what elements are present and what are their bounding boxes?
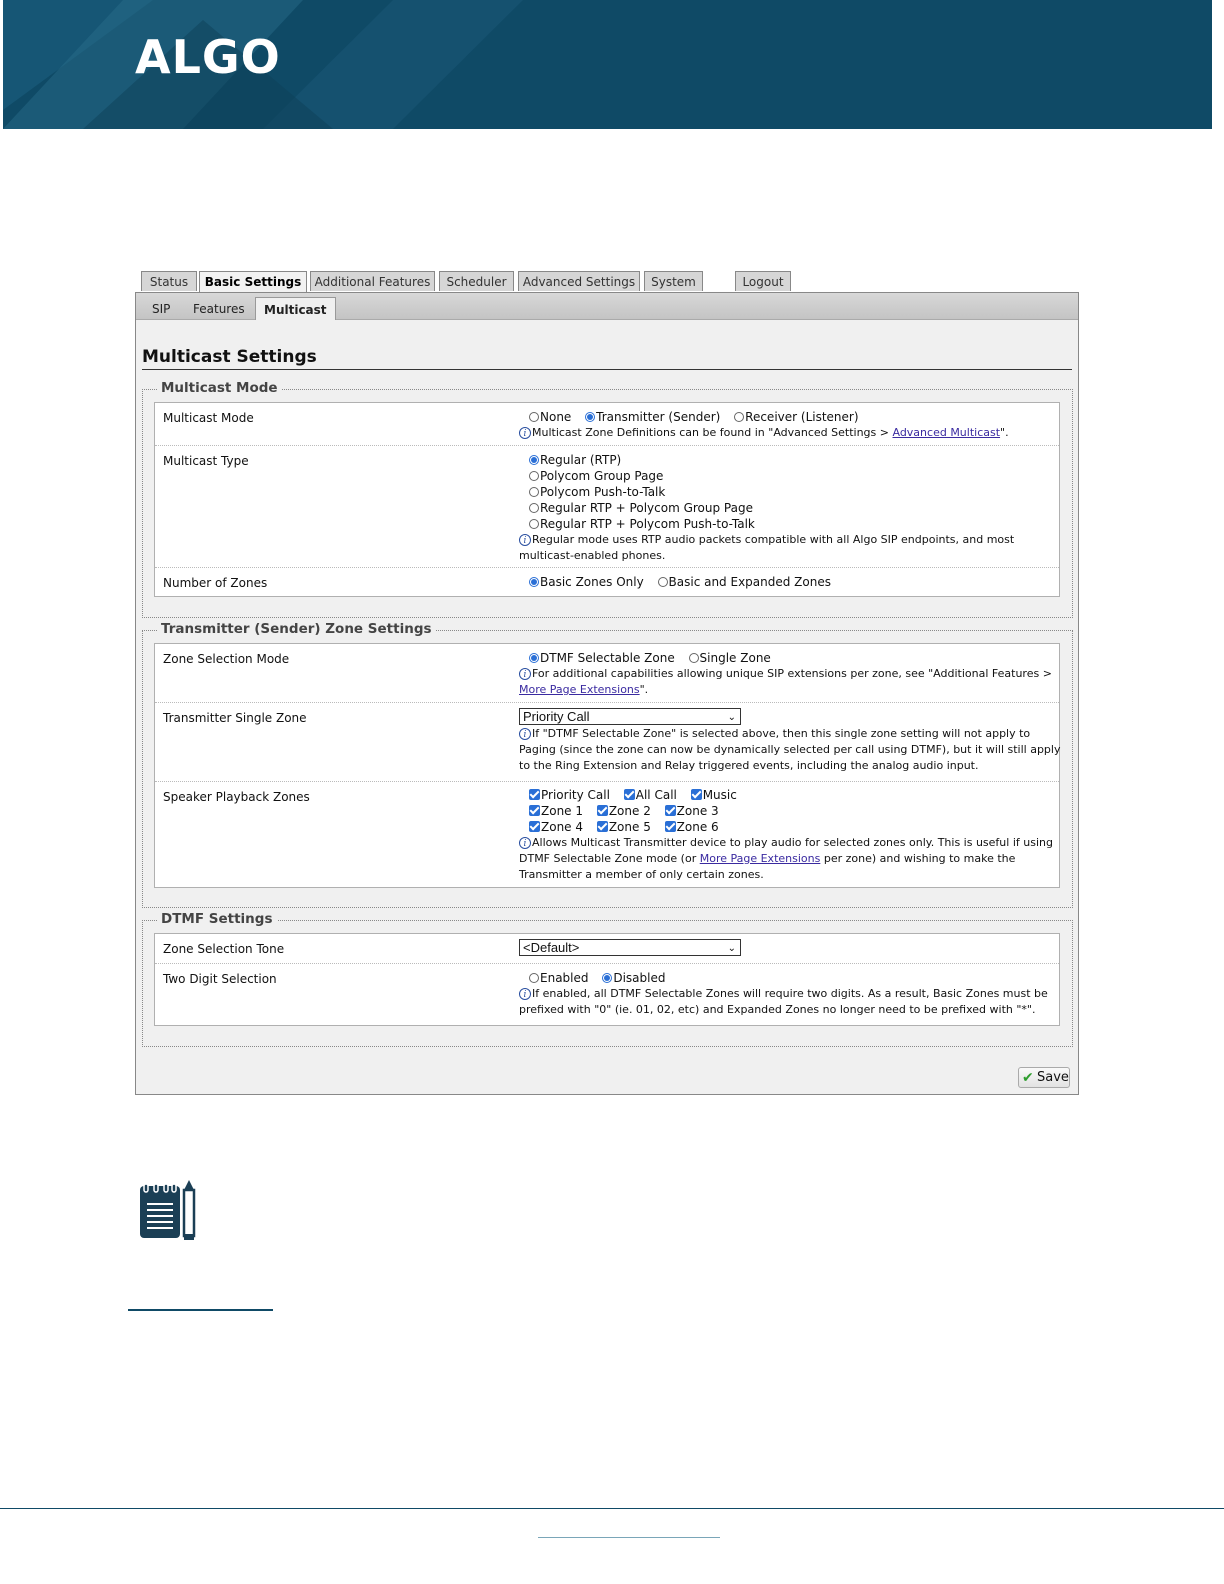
single-zone-select-value: Priority Call xyxy=(523,709,590,724)
multicast-type-label: Multicast Type xyxy=(163,454,249,468)
radio-two-digit-disabled-label: Disabled xyxy=(613,971,666,985)
multicast-type-value xyxy=(519,452,1049,564)
dtmf-table xyxy=(154,933,1060,1026)
dtmf-fieldset xyxy=(142,911,1073,1047)
checkbox-all-call-label: All Call xyxy=(635,788,677,802)
radio-mode-receiver-label: Receiver (Listener) xyxy=(745,410,859,424)
playback-note-line2-end: per zone) and wishing to make the xyxy=(820,852,1016,865)
two-digit-row xyxy=(155,964,1059,1025)
checkmark-icon: ✔ xyxy=(1022,1070,1034,1086)
zone-mode-note-line1: For additional capabilities allowing unique SIP extensions per zone, see "Additional Features > xyxy=(532,667,1052,680)
zone-selection-tone-label: Zone Selection Tone xyxy=(163,942,285,956)
zone-selection-mode-row xyxy=(155,644,1059,703)
tab-basic-settings[interactable]: Basic Settings xyxy=(199,271,307,293)
two-digit-value xyxy=(519,970,1049,1018)
zone-mode-note-end: ". xyxy=(639,683,649,696)
mode-note-end: ". xyxy=(1000,426,1009,439)
playback-zones-row xyxy=(155,782,1059,887)
radio-zone-single-label: Single Zone xyxy=(699,651,771,665)
multicast-mode-table xyxy=(154,402,1060,597)
multicast-mode-label: Multicast Mode xyxy=(163,411,254,425)
radio-type-regular-label: Regular (RTP) xyxy=(540,453,622,467)
checkbox-music[interactable] xyxy=(691,789,702,800)
checkbox-zone-4[interactable] xyxy=(529,821,540,832)
info-icon: i xyxy=(519,988,531,1000)
radio-type-regular[interactable] xyxy=(529,455,539,465)
checkbox-zone-3-label: Zone 3 xyxy=(676,804,719,818)
radio-two-digit-disabled[interactable] xyxy=(602,973,612,983)
info-icon: i xyxy=(519,837,531,849)
two-digit-label: Two Digit Selection xyxy=(163,972,277,986)
subtab-sip[interactable]: SIP xyxy=(152,302,171,316)
playback-zones-label: Speaker Playback Zones xyxy=(163,790,310,804)
radio-zones-basic[interactable] xyxy=(529,577,539,587)
transmitter-legend: Transmitter (Sender) Zone Settings xyxy=(157,621,436,637)
info-icon: i xyxy=(519,728,531,740)
radio-zone-dtmf[interactable] xyxy=(529,653,539,663)
multicast-mode-row xyxy=(155,403,1059,446)
playback-zones-value xyxy=(519,787,1053,883)
multicast-type-row xyxy=(155,446,1059,568)
chevron-down-icon: ⌄ xyxy=(727,712,736,723)
checkbox-all-call[interactable] xyxy=(624,789,635,800)
checkbox-zone-5-label: Zone 5 xyxy=(608,820,651,834)
tab-additional-features[interactable]: Additional Features xyxy=(310,271,435,291)
two-digit-note-line2: prefixed with "0" (ie. 01, 02, etc) and Expanded Zones no longer need to be prefixed with "*". xyxy=(519,1003,1036,1016)
checkbox-zone-4-label: Zone 4 xyxy=(541,820,583,834)
checkbox-zone-5[interactable] xyxy=(597,821,608,832)
radio-mode-receiver[interactable] xyxy=(734,412,744,422)
radio-type-rtp-polycom-ptt[interactable] xyxy=(529,519,539,529)
radio-type-rtp-polycom-group-label: Regular RTP + Polycom Group Page xyxy=(540,501,753,515)
single-zone-value xyxy=(519,708,1061,774)
transmitter-fieldset xyxy=(142,621,1073,908)
checkbox-zone-1-label: Zone 1 xyxy=(541,804,583,818)
radio-zones-expanded[interactable] xyxy=(658,577,668,587)
radio-type-polycom-ptt-label: Polycom Push-to-Talk xyxy=(540,485,666,499)
single-zone-note-line1: If "DTMF Selectable Zone" is selected above, then this single zone setting will not apply to xyxy=(532,727,1031,740)
single-zone-note-line3: to the Ring Extension and Relay triggered events, including the analog audio input. xyxy=(519,759,979,772)
type-note-line1: Regular mode uses RTP audio packets compatible with all Algo SIP endpoints, and most xyxy=(532,533,1015,546)
radio-type-rtp-polycom-group[interactable] xyxy=(529,503,539,513)
advanced-multicast-link[interactable]: Advanced Multicast xyxy=(892,426,1001,439)
title-divider xyxy=(142,369,1072,370)
radio-type-polycom-ptt[interactable] xyxy=(529,487,539,497)
zone-selection-tone-row xyxy=(155,934,1059,964)
radio-type-polycom-group[interactable] xyxy=(529,471,539,481)
checkbox-zone-2[interactable] xyxy=(597,805,608,816)
zone-selection-mode-value xyxy=(519,650,1052,698)
checkbox-zone-2-label: Zone 2 xyxy=(608,804,651,818)
tab-advanced-settings[interactable]: Advanced Settings xyxy=(518,271,640,291)
dtmf-legend: DTMF Settings xyxy=(157,911,277,927)
radio-mode-transmitter-label: Transmitter (Sender) xyxy=(596,410,721,424)
subtab-features[interactable]: Features xyxy=(193,302,245,316)
checkbox-zone-3[interactable] xyxy=(665,805,676,816)
zone-selection-tone-value xyxy=(519,939,1049,956)
checkbox-zone-6[interactable] xyxy=(665,821,676,832)
info-icon: i xyxy=(519,427,531,439)
tab-logout[interactable]: Logout xyxy=(735,271,791,291)
sub-tab-bar xyxy=(136,293,1078,320)
info-icon: i xyxy=(519,534,531,546)
notepad-icon xyxy=(138,1178,200,1246)
settings-panel xyxy=(135,292,1079,1095)
number-of-zones-label: Number of Zones xyxy=(163,576,268,590)
number-of-zones-value xyxy=(519,574,1049,590)
zone-selection-tone-select[interactable] xyxy=(519,939,741,956)
radio-zones-basic-label: Basic Zones Only xyxy=(540,575,644,589)
zone-selection-mode-label: Zone Selection Mode xyxy=(163,652,290,666)
algo-logo: ALGO xyxy=(135,30,281,84)
page-title: Multicast Settings xyxy=(142,347,317,367)
radio-zones-expanded-label: Basic and Expanded Zones xyxy=(668,575,831,589)
radio-two-digit-enabled-label: Enabled xyxy=(540,971,589,985)
single-zone-row xyxy=(155,703,1059,782)
checkbox-priority-call[interactable] xyxy=(529,789,540,800)
radio-zone-single[interactable] xyxy=(689,653,699,663)
radio-mode-none[interactable] xyxy=(529,412,539,422)
single-zone-label: Transmitter Single Zone xyxy=(163,711,307,725)
number-of-zones-row xyxy=(155,568,1059,596)
type-note-line2: multicast-enabled phones. xyxy=(519,549,666,562)
multicast-mode-legend: Multicast Mode xyxy=(157,380,282,396)
transmitter-table xyxy=(154,643,1060,888)
checkbox-music-label: Music xyxy=(702,788,737,802)
save-button-label: Save xyxy=(1037,1070,1069,1085)
subtab-multicast[interactable]: Multicast xyxy=(255,297,336,320)
single-zone-select[interactable] xyxy=(519,708,741,725)
multicast-mode-value xyxy=(519,409,1049,441)
footer-link-underline xyxy=(538,1537,720,1538)
checkbox-zone-6-label: Zone 6 xyxy=(676,820,719,834)
checkbox-priority-call-label: Priority Call xyxy=(541,788,610,802)
radio-type-rtp-polycom-ptt-label: Regular RTP + Polycom Push-to-Talk xyxy=(540,517,755,531)
radio-mode-transmitter[interactable] xyxy=(585,412,595,422)
more-page-extensions-link[interactable]: More Page Extensions xyxy=(519,683,640,696)
header-banner xyxy=(3,0,1212,129)
playback-note-line3: Transmitter a member of only certain zones. xyxy=(519,868,764,881)
radio-two-digit-enabled[interactable] xyxy=(529,973,539,983)
multicast-mode-fieldset xyxy=(142,380,1073,618)
checkbox-zone-1[interactable] xyxy=(529,805,540,816)
chevron-down-icon: ⌄ xyxy=(727,943,736,954)
mode-note-text: Multicast Zone Definitions can be found in "Advanced Settings > xyxy=(532,426,893,439)
two-digit-note-line1: If enabled, all DTMF Selectable Zones will require two digits. As a result, Basic Zones must be xyxy=(532,987,1048,1000)
footer-divider xyxy=(0,1508,1224,1509)
save-button[interactable] xyxy=(1018,1067,1070,1088)
radio-zone-dtmf-label: DTMF Selectable Zone xyxy=(540,651,675,665)
zone-selection-tone-select-value: <Default> xyxy=(523,940,580,955)
tab-scheduler[interactable]: Scheduler xyxy=(439,271,514,291)
radio-mode-none-label: None xyxy=(540,410,572,424)
playback-note-line1: Allows Multicast Transmitter device to play audio for selected zones only. This is useful if using xyxy=(532,836,1053,849)
info-icon: i xyxy=(519,668,531,680)
more-page-extensions-link-2[interactable]: More Page Extensions xyxy=(699,852,821,865)
section-underline xyxy=(128,1309,273,1311)
tab-system[interactable]: System xyxy=(644,271,703,291)
tab-status[interactable]: Status xyxy=(141,271,197,291)
playback-note-line2-start: DTMF Selectable Zone mode (or xyxy=(519,852,700,865)
single-zone-note-line2: Paging (since the zone can now be dynamically selected per call using DTMF), but it will still apply xyxy=(519,743,1061,756)
radio-type-polycom-group-label: Polycom Group Page xyxy=(540,469,664,483)
